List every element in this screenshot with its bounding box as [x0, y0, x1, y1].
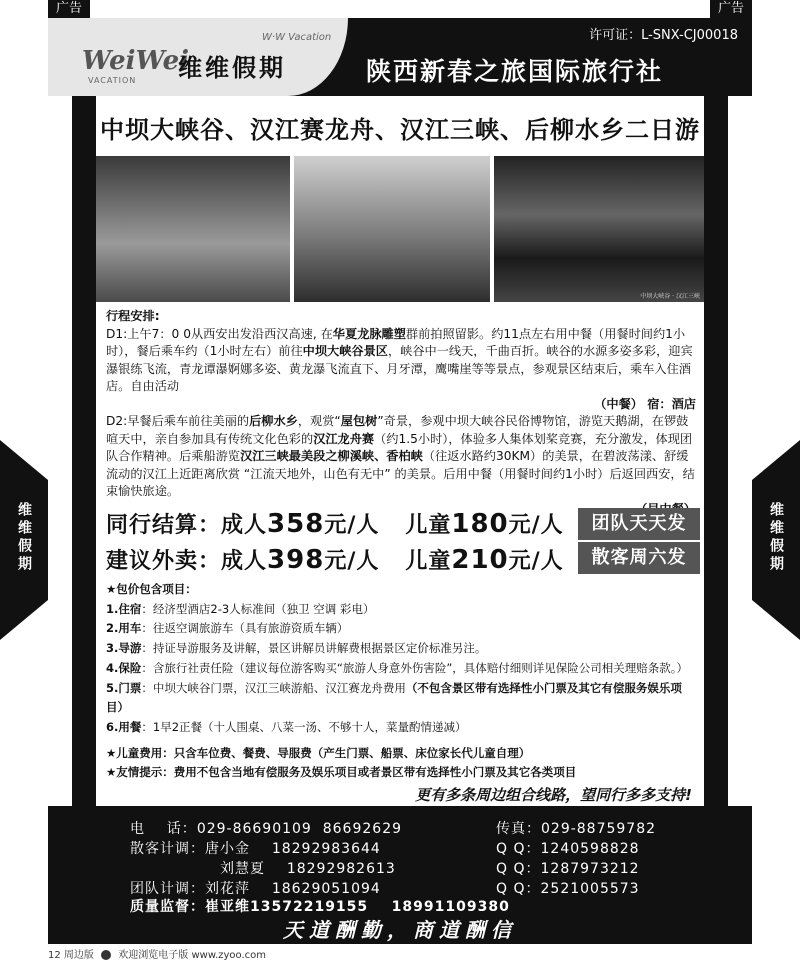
- price-block: [96, 504, 704, 574]
- include-label: 3.导游: [106, 641, 142, 656]
- retail-label: 散客计调：: [130, 841, 205, 857]
- include-label: 6.用餐: [106, 719, 142, 734]
- day2-part: （往返水路约30KM）的美景，在碧波荡漾、舒缓流动的汉江上近距离欣赏 “江流天地外，山色有无中” 的美景。后用中餐（用餐时间约1小时）后返回西安，结束愉快旅途。: [106, 449, 695, 498]
- side-tab-left: [0, 440, 48, 640]
- logo-area: [48, 18, 348, 96]
- photo-dragon-boat: [294, 156, 490, 302]
- ad-label-right: 广告: [710, 0, 752, 18]
- adult-label: 成人: [221, 513, 268, 538]
- header-bar: [48, 18, 752, 96]
- fax-row: [496, 818, 656, 838]
- price-row-label: 建议外卖：: [106, 549, 222, 574]
- supervise-phone: 18991109380: [391, 899, 510, 915]
- include-text: ：往返空调旅游车（具有旅游资质车辆）: [141, 621, 349, 636]
- logo-vacation-tag: W·W Vacation: [262, 32, 332, 43]
- day2-part: ”奇景，参观中坝大峡谷民俗博物馆，游览天鹅湖，在锣鼓喧天中，亲自参加具有传统文化色彩的: [106, 414, 689, 446]
- itinerary-heading: 行程安排:: [106, 309, 160, 323]
- day1-part: ，峡谷中一线天，千曲百折。峡谷的水源多姿多彩，迎宾瀑银练飞流，青龙谭瀑婀娜多姿、黄龙瀑飞流直下、月牙潭，鹰嘴崖等等景点，参观景区结束后，乘车入住酒店。自由活动: [106, 344, 693, 393]
- contact-phone: 18292983644: [271, 841, 381, 857]
- supervise-row: [130, 896, 510, 916]
- day2-highlight: 汉江龙舟赛: [313, 431, 375, 446]
- price-unit: 元/人: [324, 549, 380, 574]
- contact-panel: [48, 806, 752, 944]
- footer-logo-icon: [101, 950, 111, 960]
- include-text: ：经济型酒店2-3人标准间（独卫 空调 彩电）: [141, 601, 375, 616]
- include-item: [106, 639, 698, 659]
- include-text: ：持证导游服务及讲解，景区讲解员讲解费根据景区定价标准另注。: [141, 641, 487, 656]
- package-includes: [106, 580, 698, 783]
- qq-row-3: [496, 878, 640, 898]
- price-unit: 元/人: [324, 513, 380, 538]
- price-unit: 元/人: [508, 549, 564, 574]
- contact-name: 唐小金: [205, 841, 250, 857]
- photo-caption: 中坝大峡谷 · 汉江三峡: [640, 293, 700, 300]
- ad-label-left: 广告: [48, 0, 90, 18]
- retail-row-1: [130, 838, 381, 858]
- include-item: [106, 718, 698, 738]
- tour-title: 中坝大峡谷、汉江赛龙舟、汉江三峡、后柳水乡二日游: [100, 116, 700, 144]
- day1-part: 群前拍照留影。约11点左右用中餐（用餐时间约1小时），餐后乘车约（1小时左右）前往: [106, 326, 686, 358]
- price-row-label: 同行结算：: [106, 513, 222, 538]
- includes-heading: ★包价包含项目：: [106, 582, 197, 596]
- group-label: 团队计调：: [130, 881, 205, 897]
- include-item: [106, 659, 698, 679]
- fax-number: 029-88759782: [541, 821, 657, 837]
- day2-text: [106, 413, 696, 501]
- company-name: 陕西新春之旅国际旅行社: [366, 57, 664, 86]
- logo-wordmark: WeiWei: [82, 46, 189, 76]
- day2-highlight: 后柳水乡: [249, 414, 298, 428]
- include-item: [106, 600, 698, 620]
- qq-number: 1287973212: [540, 861, 640, 877]
- day2-highlight: 汉江三峡最美段之柳溪峡、香柏峡: [240, 449, 423, 463]
- contact-name: 刘慧夏: [220, 861, 265, 877]
- qq-label: Q Q：: [496, 881, 541, 897]
- side-tab-right: [752, 440, 800, 640]
- day1-highlight: 华夏龙脉雕塑: [332, 326, 406, 341]
- slogan: 更有多条周边组合线路，望同行多多支持!: [415, 786, 692, 804]
- retail-row-2: [220, 858, 396, 878]
- price-row-trade: [106, 508, 564, 539]
- day1-part: D1:上午7：0 0从西安出发沿西汉高速, 在: [106, 326, 333, 341]
- itinerary: [106, 308, 696, 518]
- qq-number: 2521005573: [540, 881, 640, 897]
- price-row-retail: [106, 544, 564, 575]
- page-number: 12 周边版: [48, 950, 94, 961]
- adult-label: 成人: [221, 549, 268, 574]
- include-item: [106, 679, 698, 718]
- child-label: 儿童: [405, 549, 452, 574]
- photo-ancient-town: [96, 156, 290, 302]
- qq-number: 1240598828: [540, 841, 640, 857]
- contact-name: 刘花萍: [205, 881, 250, 897]
- supervise-phone: 13572219155: [250, 899, 369, 915]
- day1-text: [106, 326, 696, 396]
- brand-name: 维维假期: [178, 54, 286, 82]
- child-fee-note: ★儿童费用：只含车位费、餐费、导服费（产生门票、船票、床位家长代儿童自理）: [106, 745, 531, 760]
- include-label: 2.用车: [106, 621, 142, 636]
- include-text: ：1早2正餐（十人围桌、八菜一汤、不够十人，菜量酌情递减）: [141, 719, 467, 734]
- footer-text: 欢迎浏览电子版 www.zyoo.com: [118, 950, 267, 961]
- include-item: [106, 619, 698, 639]
- badge-individual-saturday: 散客周六发: [578, 542, 700, 574]
- day2-part: （约1.5小时），体验多人集体划桨竞赛，充分激发，体现团队合作精神。后乘船游览: [106, 431, 693, 463]
- contact-phone: 18292982613: [286, 861, 396, 877]
- qq-row-2: [496, 858, 640, 878]
- include-label: 1.住宿: [106, 601, 142, 616]
- page-footer: [48, 946, 752, 966]
- logo-subtitle: VACATION: [88, 76, 137, 85]
- include-label: 4.保险: [106, 660, 142, 675]
- photo-strip: [96, 156, 704, 302]
- include-label: 5.门票: [106, 680, 142, 695]
- day2-highlight: 屋包树: [340, 414, 378, 428]
- friendly-tips: ★友情提示：费用不包含当地有偿服务及娱乐项目或者景区带有选择性小门票及其它各类项目: [106, 765, 577, 780]
- child-label: 儿童: [405, 513, 452, 538]
- qq-row-1: [496, 838, 640, 858]
- include-text: ：含旅行社责任险（建议每位游客购买“旅游人身意外伤害险”，具体赔付细则详见保险公司相关理赔条款。）: [141, 660, 689, 675]
- day1-meal: （中餐） 宿：酒店: [594, 396, 696, 411]
- price-unit: 元/人: [508, 513, 564, 538]
- adult-price: 358: [267, 509, 325, 539]
- child-price: 180: [451, 509, 509, 539]
- supervise-name: 崔亚维: [205, 899, 250, 915]
- photo-gorge: [494, 156, 704, 302]
- day1-highlight: 中坝大峡谷景区: [302, 344, 388, 358]
- qq-label: Q Q：: [496, 861, 541, 877]
- include-text: ：中坝大峡谷门票，汉江三峡游船、汉江赛龙舟费用: [141, 680, 406, 695]
- side-text-right: 维维假期: [768, 502, 784, 574]
- phone-row: [130, 818, 402, 838]
- license-number: 许可证：L-SNX-CJ00018: [589, 28, 738, 43]
- include-note: （不包含景区带有选择性小门票及其它有偿服务娱乐项目）: [106, 680, 682, 715]
- day2-part: D2:早餐后乘车前往美丽的: [106, 414, 250, 428]
- badge-group-daily: 团队天天发: [578, 508, 700, 540]
- adult-price: 398: [267, 545, 325, 575]
- side-text-left: 维维假期: [16, 502, 32, 574]
- qq-label: Q Q：: [496, 841, 541, 857]
- phone-label: 电 话：: [130, 821, 197, 837]
- fax-label: 传真：: [496, 821, 541, 837]
- main-content: [72, 96, 728, 806]
- phone-number: 029-86690109 86692629: [196, 821, 403, 837]
- supervise-label: 质量监督：: [130, 899, 205, 915]
- motto: 天道酬勤，商道酬信: [283, 918, 517, 942]
- group-row: [130, 878, 381, 898]
- contact-phone: 18629051094: [271, 881, 381, 897]
- day2-part: ，观赏“: [297, 414, 341, 428]
- child-price: 210: [451, 545, 509, 575]
